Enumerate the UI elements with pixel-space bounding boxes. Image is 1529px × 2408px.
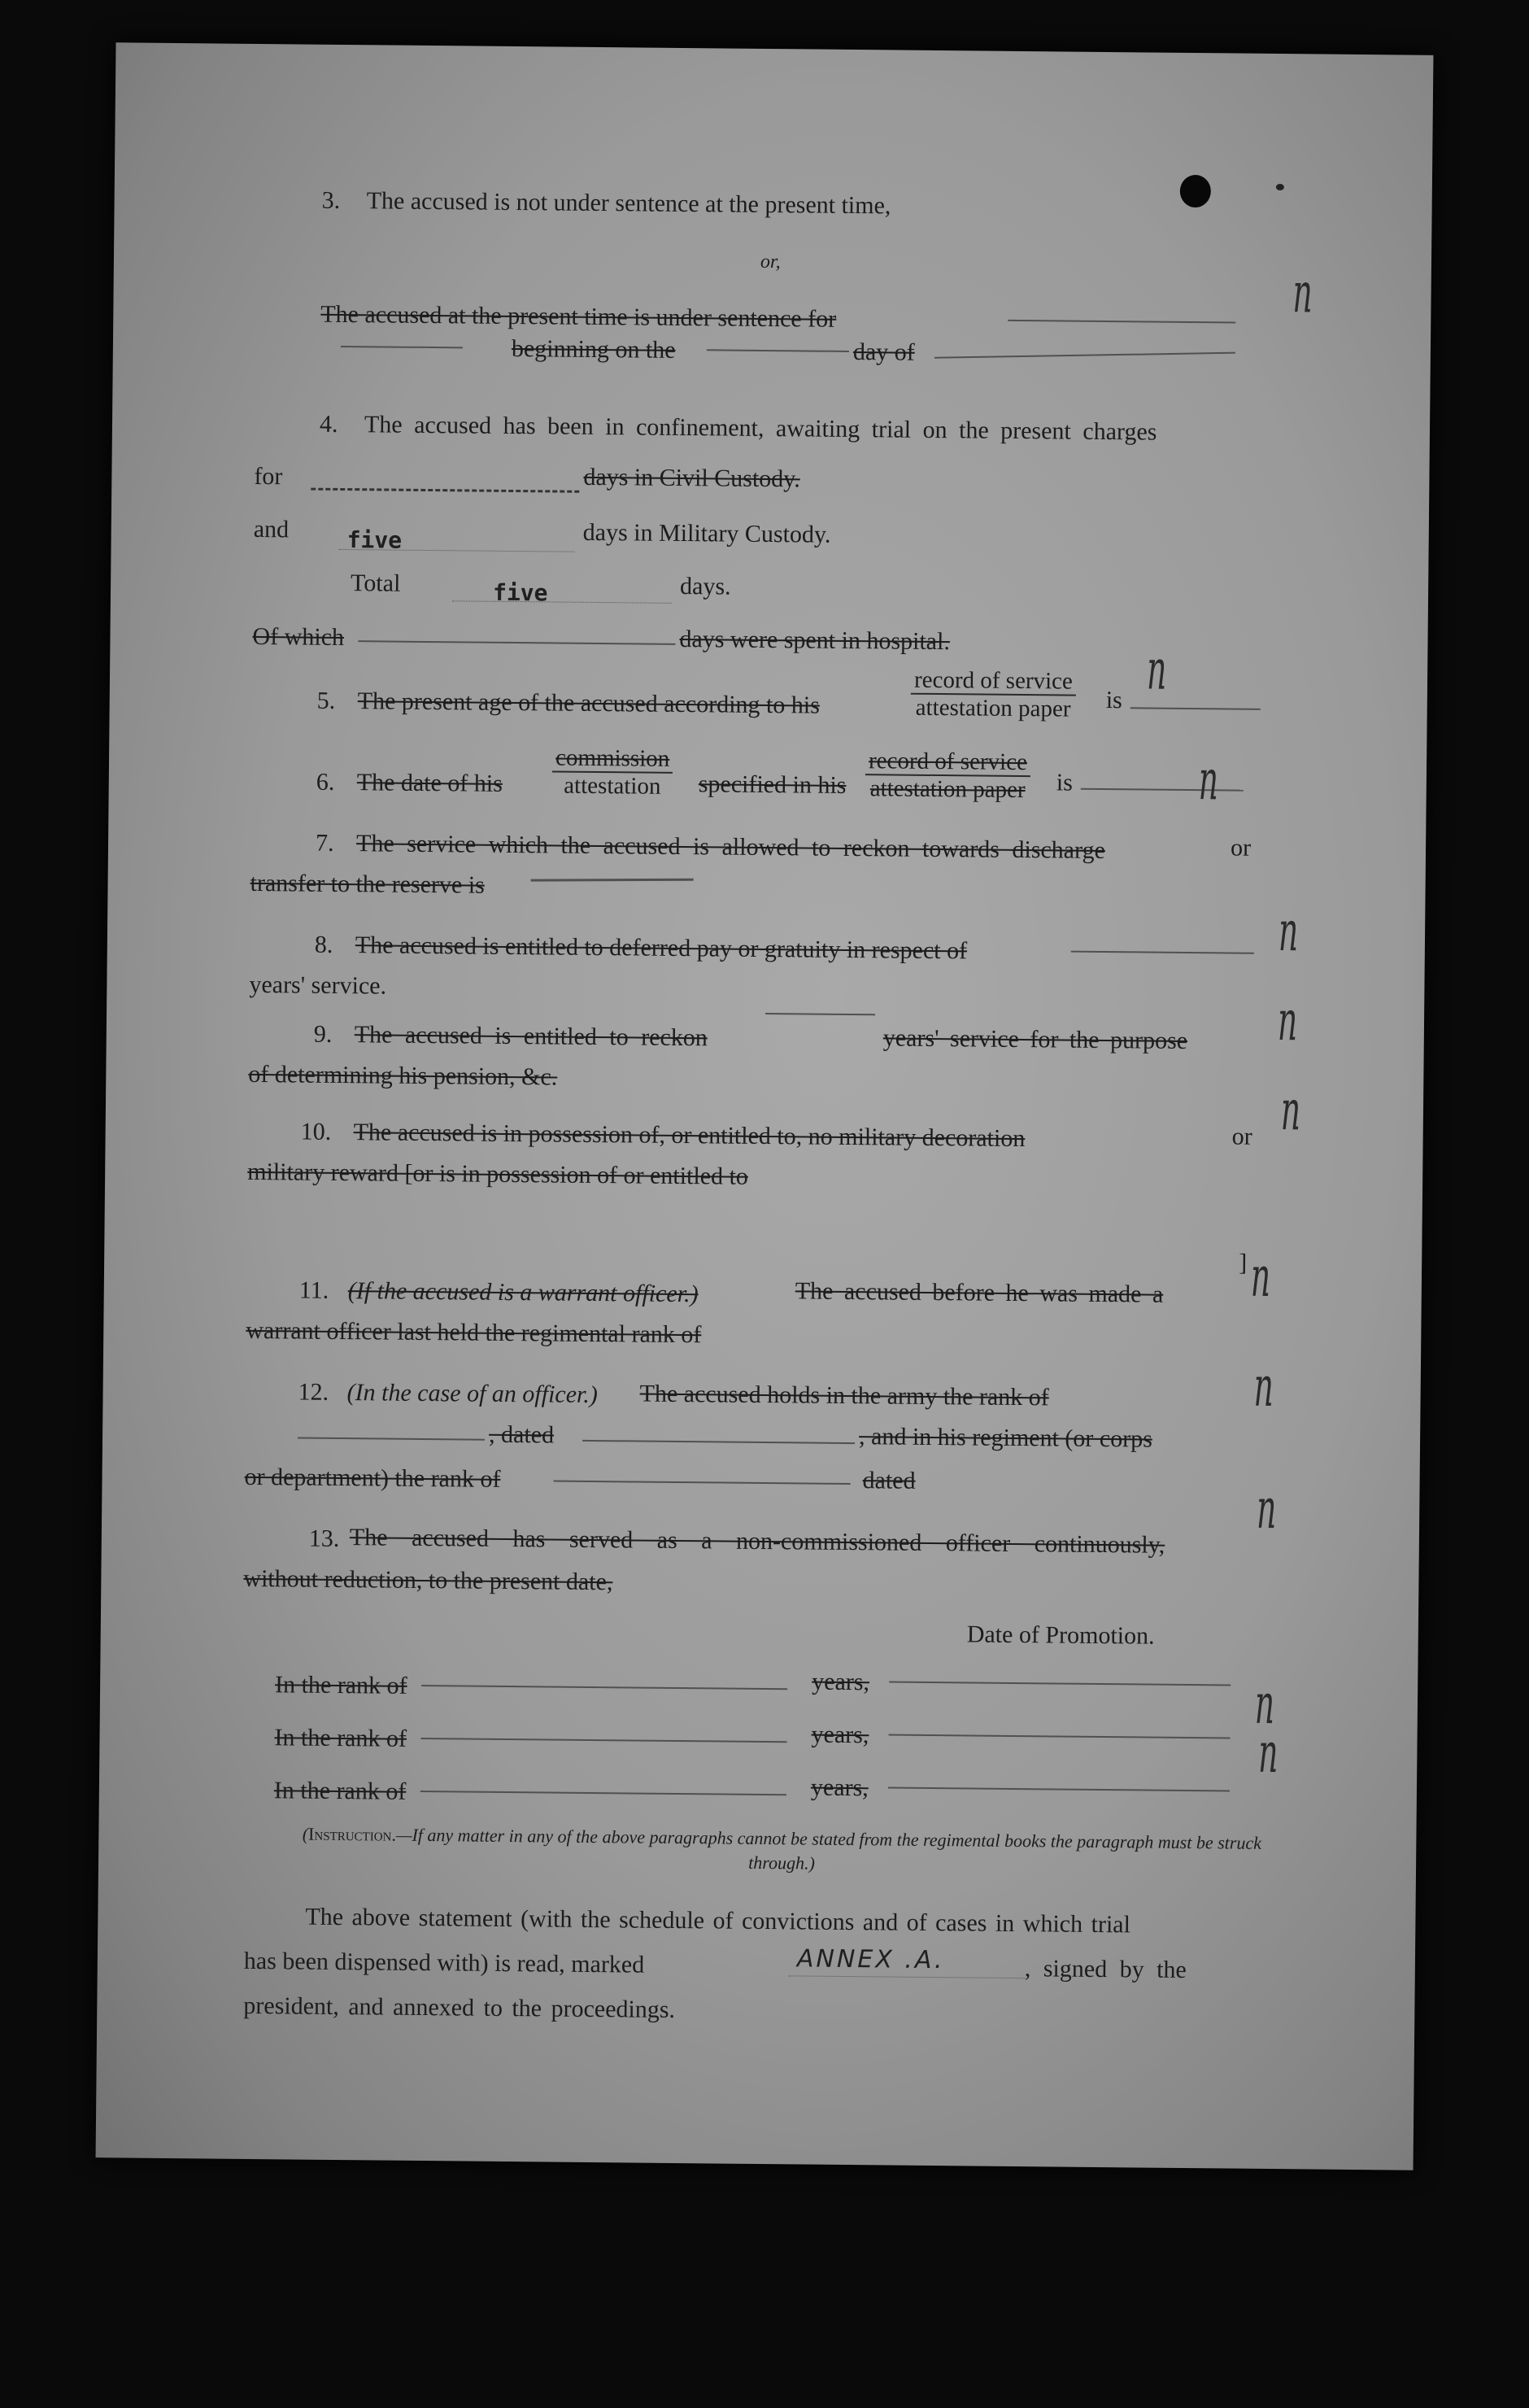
para-10-line1: The accused is in possession of, or entitled to, no military decoration (353, 1119, 1026, 1153)
para-3-number: 3. (321, 186, 341, 214)
para-8-line1: The accused is entitled to deferred pay or gratuity in respect of (355, 931, 968, 965)
record-attestation-fraction: record of service attestation paper (865, 748, 1030, 803)
para-11-italic: (If the accused is a warrant officer.) (347, 1277, 699, 1308)
para-12-regiment: , and in his regiment (or corps (858, 1423, 1153, 1453)
commission-attestation-fraction: commission attestation (552, 744, 673, 799)
blank-line (452, 600, 672, 604)
para-12-italic: (In the case of an officer.) (346, 1379, 598, 1409)
para-4-military: days in Military Custody. (582, 518, 831, 548)
para-3-alt-line2a: beginning on the (511, 334, 676, 364)
para-4-number: 4. (319, 410, 338, 438)
strike-line (531, 879, 694, 882)
para-13-line2: without reduction, to the present date, (243, 1564, 613, 1596)
ink-fleck (1276, 184, 1284, 190)
para-4-of-which: Of which (252, 622, 345, 652)
para-4-and: and (253, 515, 290, 543)
instruction-open: ( (302, 1823, 309, 1844)
margin-mark: n (1254, 1672, 1275, 1738)
blank-line (1081, 788, 1244, 792)
closing-line3: president, and annexed to the proceedings. (243, 1991, 676, 2023)
margin-mark: n (1250, 1245, 1271, 1310)
para-7-number: 7. (315, 829, 334, 857)
blank-line (1130, 707, 1261, 710)
civil-custody-blank (311, 488, 579, 493)
para-9-number: 9. (313, 1020, 333, 1048)
instruction-label: Instruction. (308, 1823, 397, 1845)
para-8-line2: years' service. (249, 971, 387, 1000)
closing-line2a: has been dispensed with) is read, marked (243, 1947, 645, 1978)
para-10-bracket: ] (1239, 1249, 1248, 1276)
instruction-text: —If any matter in any of the above paragraphs cannot be stated from the regimental books the paragraph must be struck through.) (395, 1824, 1262, 1874)
para-9-line2: of determining his pension, &c. (248, 1060, 558, 1091)
para-12-line1: The accused holds in the army the rank of (639, 1380, 1049, 1411)
ink-blot (1180, 175, 1211, 207)
blank-line (707, 349, 849, 352)
margin-mark: n (1277, 989, 1298, 1054)
para-3-alt-line2b: day of (852, 338, 915, 366)
margin-mark: n (1292, 261, 1313, 326)
para-9-line1b: years' service for the purpose (882, 1024, 1188, 1054)
blank-line (888, 1786, 1230, 1791)
record-attestation-fraction: record of service attestation paper (911, 667, 1076, 722)
date-of-promotion-header: Date of Promotion. (966, 1621, 1155, 1650)
blank-line (1008, 320, 1235, 324)
para-4-total: Total (350, 569, 401, 597)
margin-mark: n (1198, 748, 1219, 814)
para-5-is: is (1105, 687, 1122, 714)
para-12-dated1: , dated (488, 1420, 555, 1449)
para-10-number: 10. (300, 1118, 332, 1145)
para-4-civil: days in Civil Custody. (583, 463, 800, 493)
para-3-alt-line1: The accused at the present time is under sentence for (320, 300, 837, 333)
para-4-for: for (254, 462, 283, 491)
para-7-line2: transfer to the reserve is (250, 869, 485, 899)
rank-label: In the rank of (274, 1671, 407, 1699)
para-3-or: or, (760, 251, 781, 273)
para-5-text: The present age of the accused according to his (357, 687, 821, 719)
para-11-line2: warrant officer last held the regimental rank of (246, 1316, 702, 1349)
blank-line (298, 1437, 485, 1441)
para-5-number: 5. (316, 687, 336, 714)
years-label: years, (812, 1668, 870, 1696)
margin-mark: n (1253, 1354, 1274, 1420)
document-page (96, 42, 1434, 2170)
para-6-number: 6. (316, 768, 335, 796)
para-9-line1a: The accused is entitled to reckon (354, 1021, 708, 1052)
para-4-days: days. (679, 572, 731, 600)
closing-line1: The above statement (with the schedule of convictions and of cases in which trial (305, 1903, 1131, 1939)
para-12-dated2: dated (862, 1467, 916, 1494)
para-8-number: 8. (314, 931, 333, 958)
margin-mark: n (1256, 1477, 1277, 1542)
para-6-text-b: specified in his (698, 770, 847, 799)
blank-line (554, 1481, 851, 1485)
para-13-number: 13. (308, 1525, 340, 1553)
margin-mark: n (1146, 638, 1167, 703)
annex-handwritten: ANNEX .A. (796, 1944, 945, 1975)
years-label: years, (811, 1721, 869, 1749)
blank-line (1071, 951, 1254, 954)
blank-line (889, 1682, 1231, 1686)
margin-mark: n (1258, 1721, 1279, 1786)
blank-line (582, 1440, 855, 1444)
para-11-number: 11. (298, 1276, 329, 1304)
margin-mark: n (1278, 900, 1299, 965)
para-6-text-a: The date of his (356, 769, 503, 797)
para-7-line1: The service which the accused is allowed to reckon towards discharge (355, 830, 1106, 865)
blank-line (341, 346, 463, 348)
blank-line (765, 1013, 875, 1015)
strike-line (934, 352, 1235, 359)
para-12-number: 12. (298, 1378, 329, 1406)
blank-line (421, 1738, 787, 1743)
para-4-hospital: days were spent in hospital. (679, 625, 951, 656)
years-label: years, (810, 1773, 869, 1802)
para-4-text: The accused has been in confinement, awaiting trial on the present charges (364, 411, 1157, 446)
blank-line (420, 1791, 786, 1795)
margin-mark: n (1280, 1079, 1301, 1144)
instruction-note (294, 1821, 1270, 1880)
rank-label: In the rank of (274, 1724, 407, 1752)
blank-line (421, 1685, 787, 1690)
para-10-or: or (1231, 1123, 1252, 1150)
para-11-line1: The accused before he was made a (795, 1277, 1164, 1308)
para-13-line1: The accused has served as a non-commissioned officer continuously, (349, 1524, 1165, 1559)
blank-line (358, 640, 675, 645)
total-days-value: five (492, 578, 548, 607)
paragraph-3 (116, 42, 1434, 366)
blank-line (889, 1734, 1231, 1739)
para-7-or: or (1230, 834, 1252, 862)
blank-line (789, 1975, 1025, 1978)
para-3-text: The accused is not under sentence at the present time, (366, 187, 891, 220)
closing-line2b: , signed by the (1024, 1955, 1187, 1984)
para-6-is: is (1056, 769, 1074, 796)
rank-label: In the rank of (273, 1777, 407, 1805)
para-12-line3: or department) the rank of (244, 1463, 501, 1493)
para-10-line2: military reward [or is in possession of or entitled to (247, 1158, 749, 1190)
military-days-value: five (346, 526, 403, 554)
